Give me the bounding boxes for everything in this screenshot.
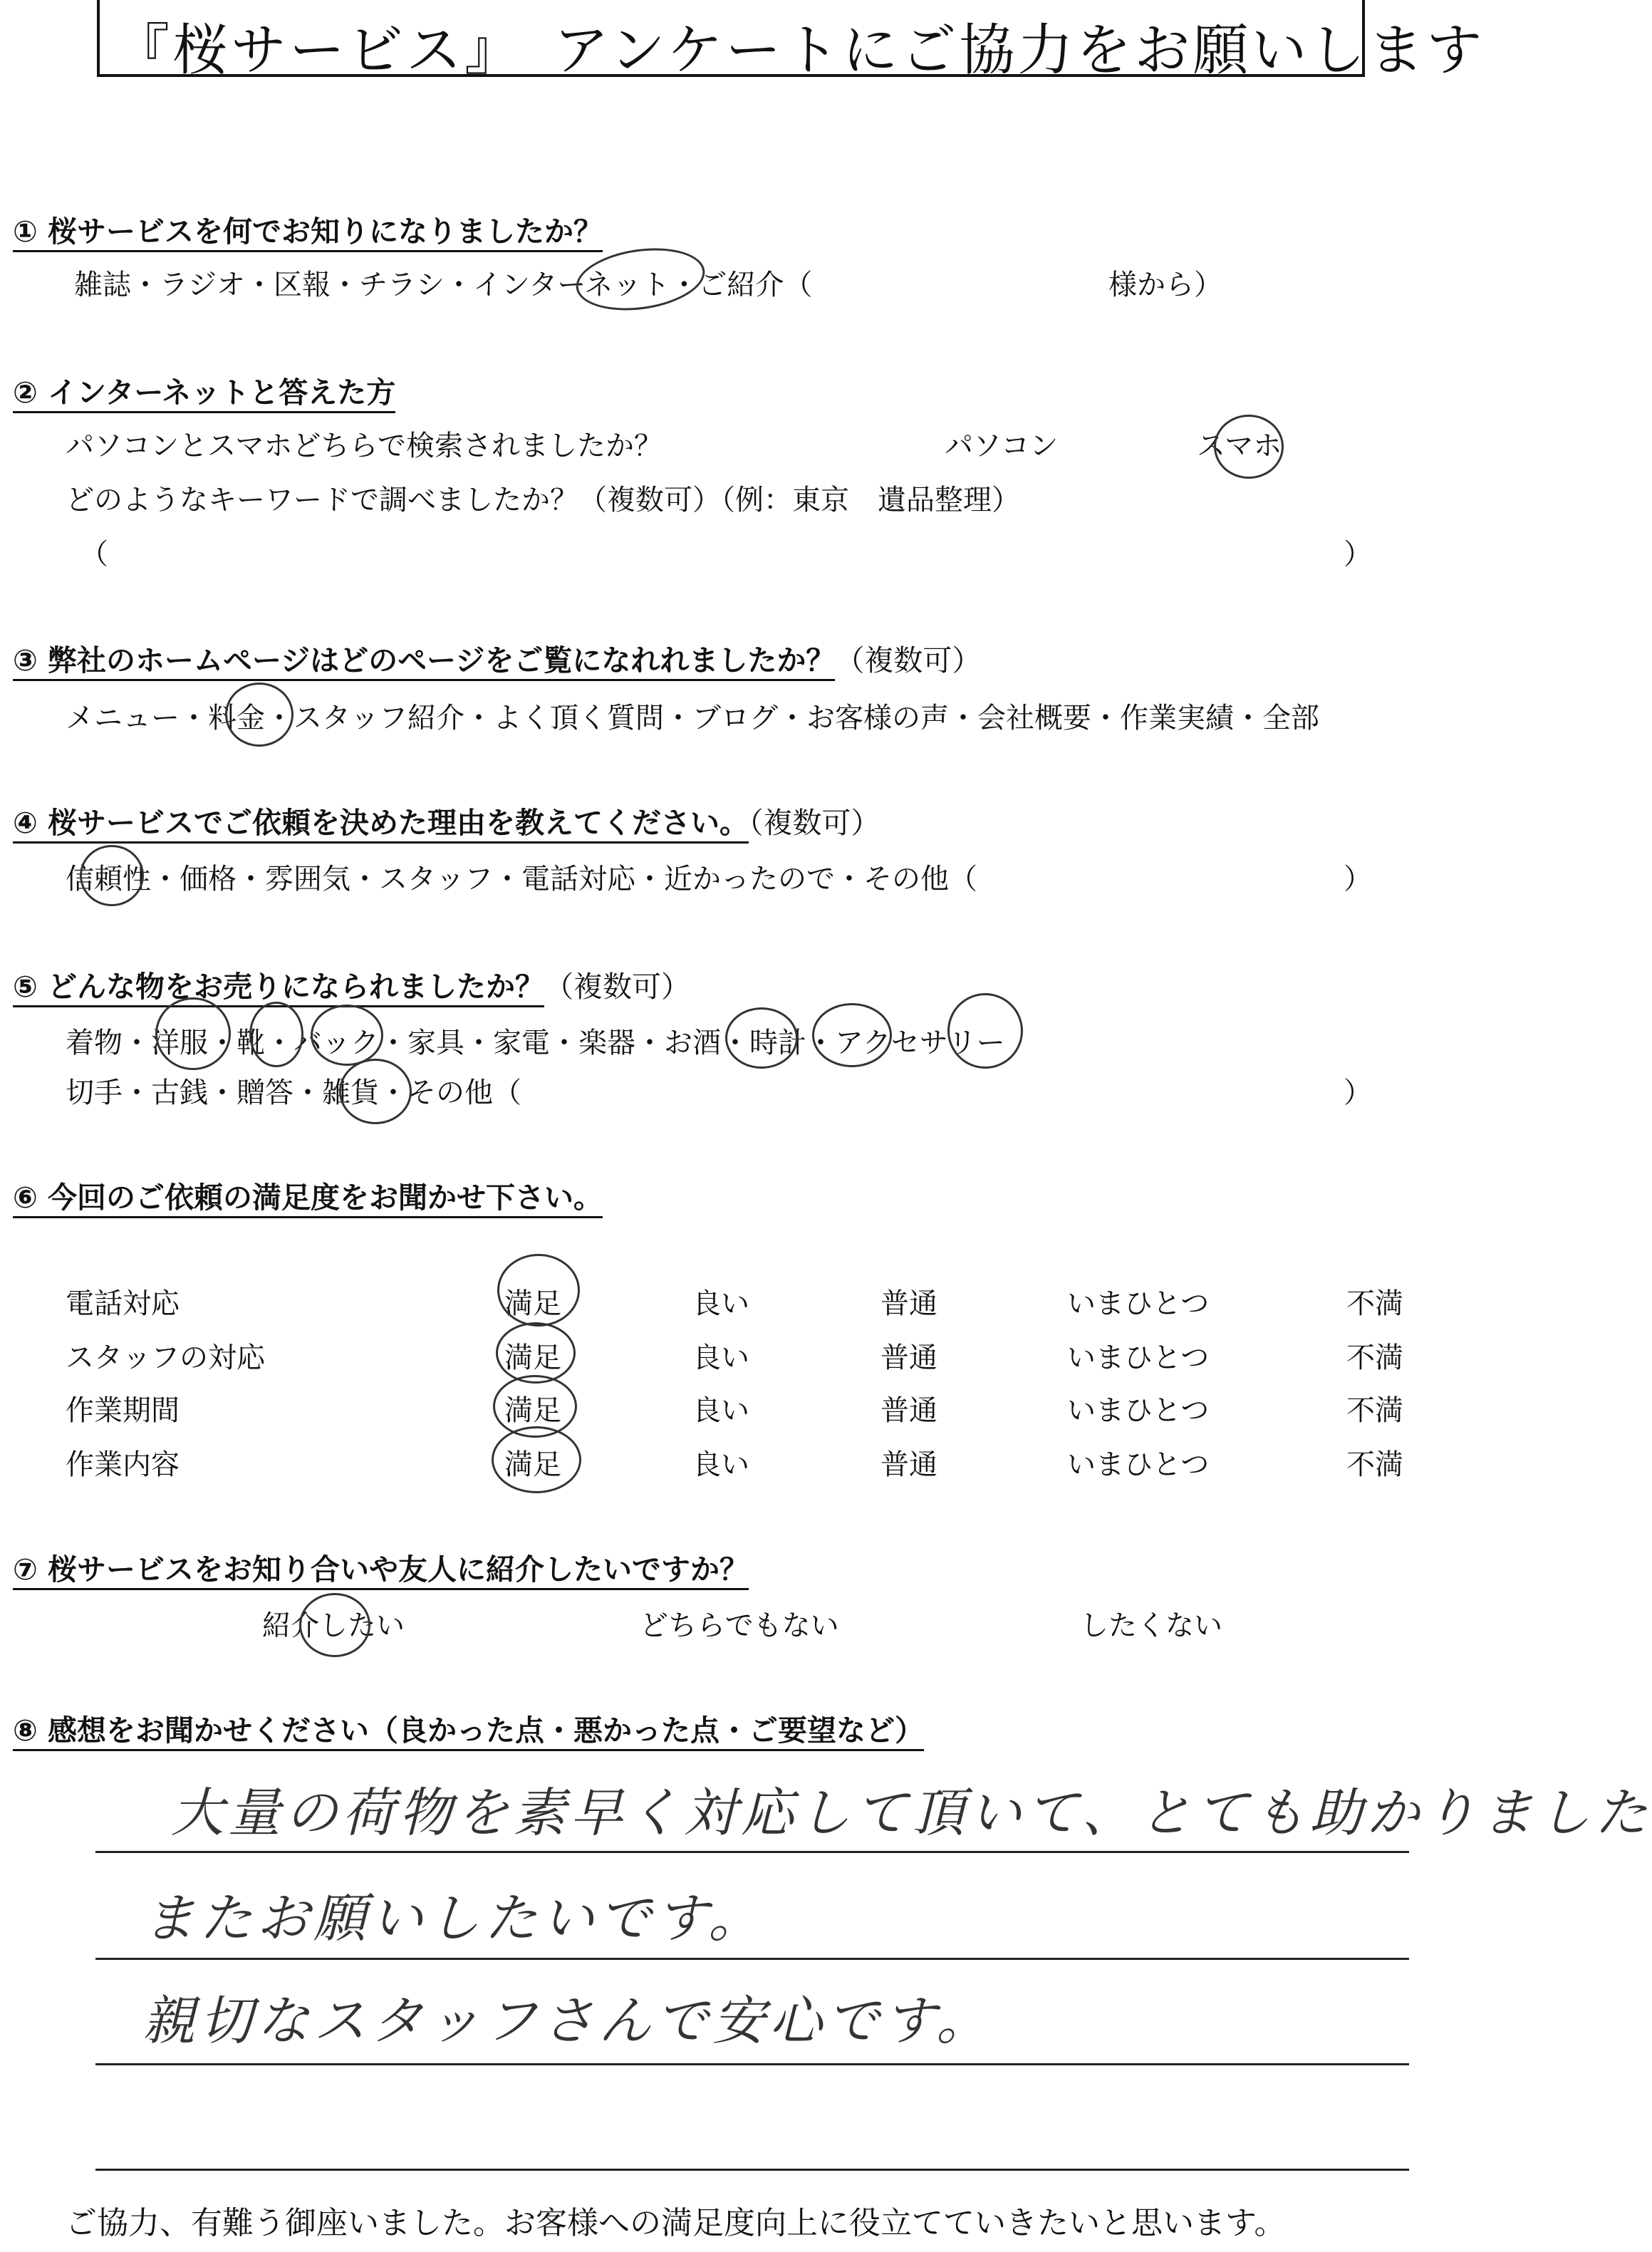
q6-r2-fair: いまひとつ (1067, 1342, 1210, 1374)
q2-heading: ② インターネットと答えた方 (13, 369, 395, 411)
q6-r3-fair: いまひとつ (1067, 1394, 1210, 1427)
q5-circle-bag (311, 1005, 383, 1066)
q7-option-yes: 紹介したい (262, 1609, 405, 1642)
q8-answer-line1: 大量の荷物を素早く対応して頂いて、とても助かりました (171, 1783, 1652, 1844)
q6-r3-average: 普通 (880, 1394, 937, 1427)
q1-options: 雑誌・ラジオ・区報・チラシ・インターネット・ご紹介（ (74, 269, 813, 301)
q8-answer-line3: 親切なスタッフさんで安心です。 (142, 1991, 994, 2052)
q6-r3-satisfied: 満足 (504, 1394, 561, 1427)
q1-suffix: 様から） (1108, 269, 1222, 301)
q5-circle-clothes (155, 997, 231, 1070)
q5-circle-accessory (947, 993, 1023, 1069)
q6-heading: ⑥ 今回のご依頼の満足度をお聞かせ下さい。 (13, 1174, 603, 1216)
q8-line-3 (95, 2063, 1409, 2065)
q8-answer-line2: またお願いしたいです。 (142, 1888, 766, 1949)
q6-r4-satisfied: 満足 (504, 1448, 561, 1481)
q6-r1-good: 良い (692, 1287, 749, 1320)
q6-row-content: 作業内容 (66, 1448, 180, 1481)
q6-r1-average: 普通 (880, 1287, 937, 1320)
q2-option-smartphone: スマホ (1197, 430, 1282, 462)
q6-r3-good: 良い (692, 1394, 749, 1427)
q6-r2-average: 普通 (880, 1342, 937, 1374)
q6-row-phone: 電話対応 (66, 1287, 180, 1320)
q2-circle-smartphone (1214, 415, 1284, 479)
q5-heading: ⑤ どんな物をお売りになられましたか？（複数可） (13, 963, 690, 1005)
q8-line-2 (95, 1958, 1409, 1960)
q2-option-pc: パソコン (945, 430, 1059, 462)
q4-close-paren: ） (1344, 863, 1372, 896)
q8-line-1 (95, 1851, 1409, 1853)
q6-row-staff: スタッフの対応 (66, 1342, 265, 1374)
q1-heading: ① 桜サービスを何でお知りになりましたか？ (13, 208, 603, 250)
q2-device-question: パソコンとスマホどちらで検索されましたか？ (66, 430, 663, 462)
q1-circle-internet (572, 241, 709, 318)
q6-r3-unsatisfied: 不満 (1346, 1394, 1403, 1427)
q6-r4-unsatisfied: 不満 (1346, 1448, 1403, 1481)
q2-keyword-question: どのようなキーワードで調べましたか？（複数可）（例：東京 遺品整理） (66, 484, 1020, 517)
q5-circle-liquor (725, 1007, 798, 1069)
q6-r1-unsatisfied: 不満 (1346, 1287, 1403, 1320)
q8-heading: ⑧ 感想をお聞かせください（良かった点・悪かった点・ご要望など） (13, 1707, 924, 1749)
q7-heading: ⑦ 桜サービスをお知り合いや友人に紹介したいですか？ (13, 1546, 749, 1588)
q5-items-line2: 切手・古銭・贈答・雑貨・その他（ (66, 1076, 521, 1109)
q2-close-paren: ） (1344, 538, 1372, 571)
q4-options: 信頼性・価格・雰囲気・スタッフ・電話対応・近かったので・その他（ (66, 863, 977, 896)
q5-circle-goods (339, 1059, 412, 1124)
q6-r2-satisfied: 満足 (504, 1342, 561, 1374)
q4-heading: ④ 桜サービスでご依頼を決めた理由を教えてください。（複数可） (13, 799, 880, 841)
q6-r4-average: 普通 (880, 1448, 937, 1481)
survey-title: 『桜サービス』 アンケートにご協力をお願いします (114, 19, 1485, 83)
q6-row-period: 作業期間 (66, 1394, 180, 1427)
q6-r1-satisfied: 満足 (504, 1287, 561, 1320)
q3-options: メニュー・料金・スタッフ紹介・よく頂く質問・ブログ・お客様の声・会社概要・作業実績・全部 (66, 702, 1319, 735)
q6-r1-fair: いまひとつ (1067, 1287, 1210, 1320)
q5-circle-shoes (249, 1002, 303, 1067)
q6-circle-r1 (497, 1254, 580, 1327)
q8-line-4 (95, 2169, 1409, 2171)
q7-circle-yes (299, 1593, 370, 1657)
q5-items-line1: 着物・洋服・靴・バック・家具・家電・楽器・お酒・時計・アクセサリー (66, 1027, 1005, 1059)
q4-circle-trust (80, 845, 144, 906)
q6-r2-unsatisfied: 不満 (1346, 1342, 1403, 1374)
q2-open-paren: （ (80, 538, 108, 571)
q6-r4-good: 良い (692, 1448, 749, 1481)
q6-circle-r4 (492, 1426, 581, 1493)
q6-r4-fair: いまひとつ (1067, 1448, 1210, 1481)
q7-option-neutral: どちらでもない (640, 1609, 839, 1642)
q5-circle-watch (812, 1003, 892, 1067)
q7-option-no: したくない (1080, 1609, 1222, 1642)
q5-close-paren: ） (1344, 1076, 1372, 1109)
q6-r2-good: 良い (692, 1342, 749, 1374)
q3-heading: ③ 弊社のホームページはどのページをご覧になれれましたか？（複数可） (13, 637, 981, 679)
footer-thanks: ご協力、有難う御座いました。お客様への満足度向上に役立てていきたいと思います。 (66, 2205, 1286, 2241)
q3-circle-price (225, 683, 293, 747)
